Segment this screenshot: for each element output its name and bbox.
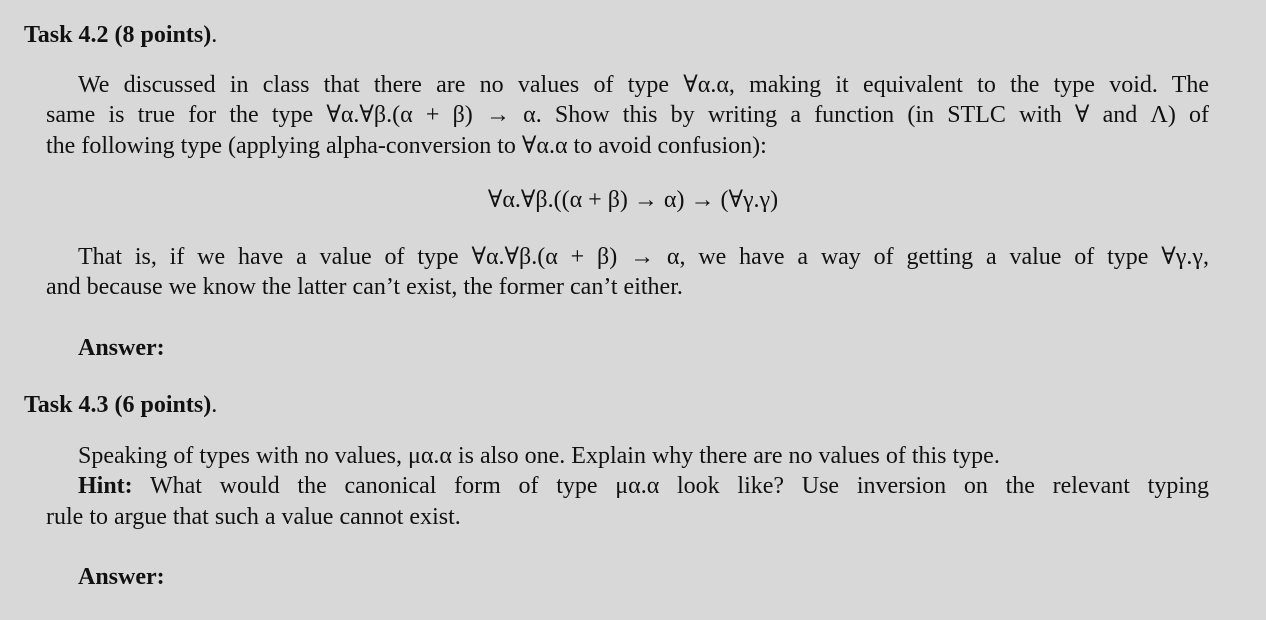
task-4-3-answer-label: Answer: [78,564,165,590]
task-4-3-title: Task 4.3 [24,392,109,418]
task-4-2-points: (8 points) [114,22,212,48]
task-4-3-hint-text-2: rule to argue that such a value cannot exist. [46,504,461,530]
task-4-2-followup-line-2: and because we know the latter can’t exist, the former can’t either. [46,274,683,300]
task-4-3-line-1: Speaking of types with no values, μα.α is also one. Explain why there are no values of this type. [78,443,1000,469]
task-4-3-hint-label: Hint: [78,473,133,499]
task-4-2-line-1: We discussed in class that there are no values of type ∀α.α, making it equivalent to the type void. The [78,72,1209,98]
task-4-2-period: . [211,22,218,48]
task-4-2-followup-line-1: That is, if we have a value of type ∀α.∀β.(α + β) → α, we have a way of getting a value of type ∀γ.γ, [78,244,1209,270]
task-4-3-period: . [211,392,218,418]
task-4-2-answer-label: Answer: [78,335,165,361]
task-4-3-hint-text-1: What would the canonical form of type μα.α look like? Use inversion on the relevant typing [149,473,1209,499]
task-4-3-hint-line [78,471,1209,501]
task-4-2-title: Task 4.2 [24,22,109,48]
task-4-3-points: (6 points) [114,392,212,418]
task-4-3-heading [24,390,217,420]
task-4-2-display-formula: ∀α.∀β.((α + β) → α) → (∀γ.γ) [487,187,779,213]
task-4-2-heading [24,20,217,50]
task-4-2-line-2: same is true for the type ∀α.∀β.(α + β) → α. Show this by writing a function (in STLC with ∀ and Λ) of [46,102,1209,128]
task-4-2-line-3: the following type (applying alpha-conversion to ∀α.α to avoid confusion): [46,133,767,159]
